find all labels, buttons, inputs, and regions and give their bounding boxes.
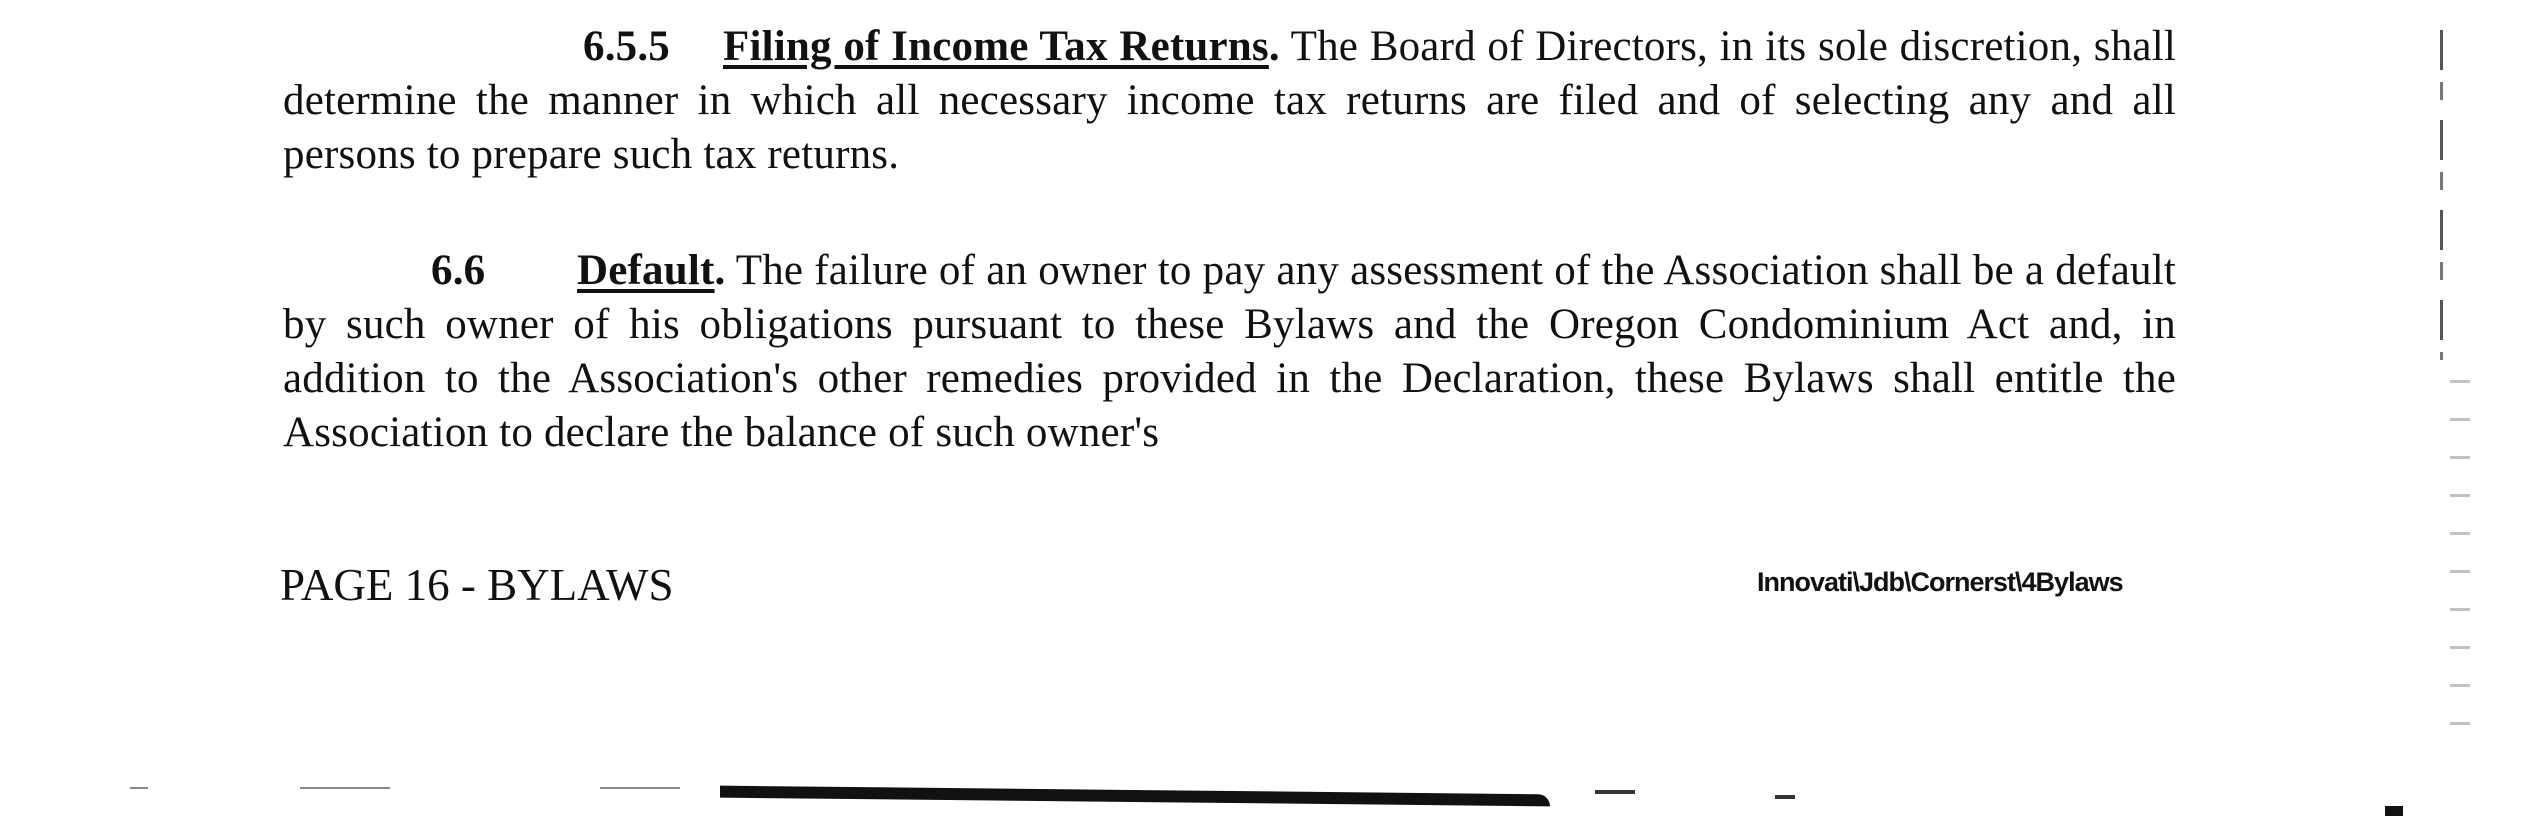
scan-dash-artifact: [600, 787, 680, 789]
scan-dash-artifact: [130, 787, 148, 789]
section-body: The failure of an owner to pay any assessment of the Association shall be a default by such owner of his obligations pursuant to these Bylaws and the Oregon Condominium Act and, in addition to the Association's other remedies provided in the Declaration, these Bylaws shall entitle the Association to declare the balance of such owner's: [283, 247, 2176, 456]
paragraph-6-6: [283, 244, 2176, 460]
scan-corner-artifact: [2385, 806, 2403, 816]
section-title-period: .: [1268, 23, 1280, 70]
footer-file-path: Innovati\Jdb\Cornerst\4Bylaws: [1757, 567, 2123, 597]
scan-dots-artifact: [2450, 380, 2470, 760]
scan-edge-artifact: [2440, 30, 2443, 360]
paragraph-6-5-5: [283, 20, 2176, 182]
section-title-period: .: [714, 247, 726, 294]
footer-page-label: PAGE 16 - BYLAWS: [280, 560, 674, 610]
scan-bottom-bar-artifact: [720, 786, 1550, 807]
section-title: Default: [577, 247, 715, 294]
section-number: 6.5.5: [583, 23, 670, 70]
scan-smudge-artifact: [1775, 795, 1795, 799]
scan-dash-artifact: [300, 787, 390, 789]
scan-smudge-artifact: [1595, 790, 1635, 794]
section-number: 6.6: [431, 247, 486, 294]
section-body: The Board of Directors, in its sole discretion, shall determine the manner in which all necessary income tax returns are filed and of selecting any and all persons to prepare such tax returns.: [283, 23, 2176, 178]
section-title: Filing of Income Tax Returns: [723, 23, 1269, 70]
